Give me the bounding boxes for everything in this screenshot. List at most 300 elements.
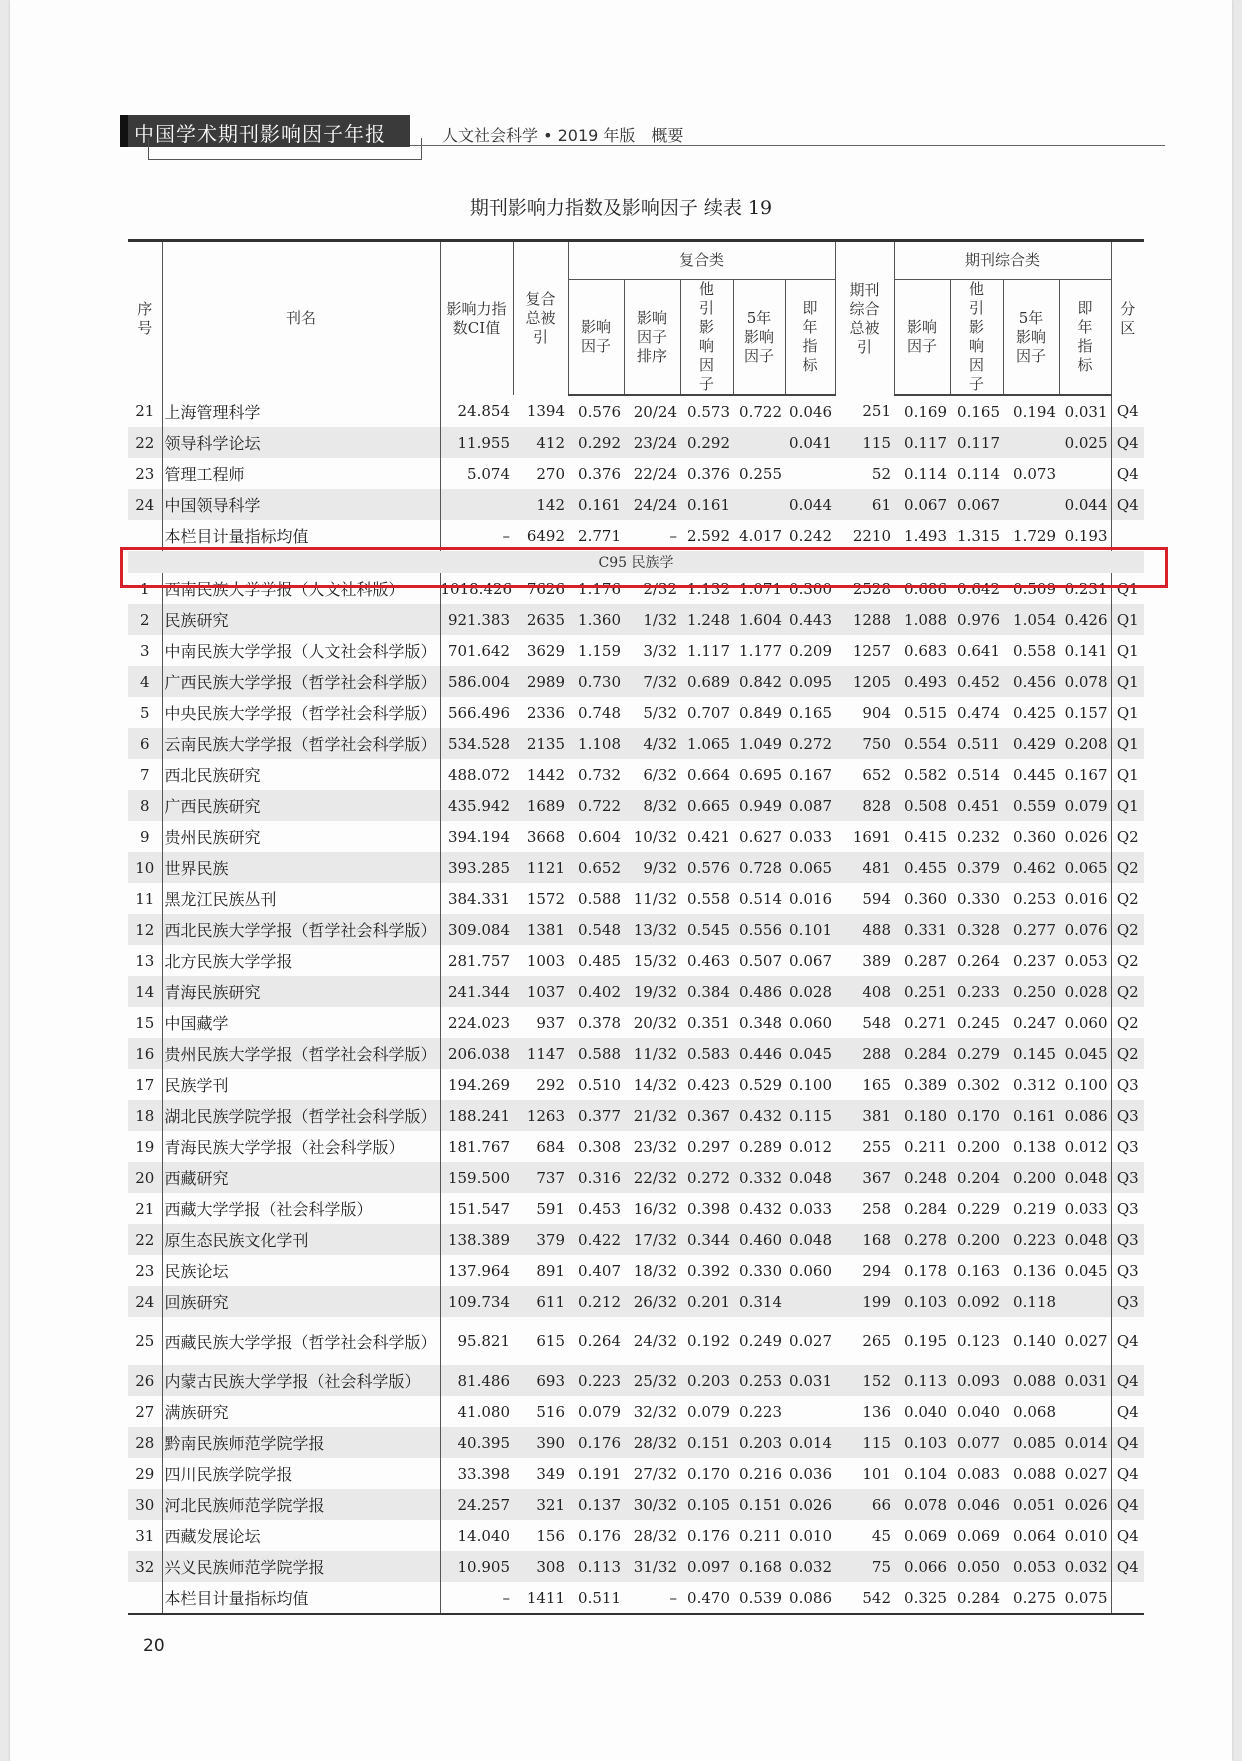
value-cell: 1037 xyxy=(513,976,568,1007)
journal-name: 本栏目计量指标均值 xyxy=(162,1582,440,1614)
yearbook-subtitle: 人文社会科学 • 2019 年版 概要 xyxy=(442,126,684,145)
table-row xyxy=(128,395,1144,427)
value-cell: 21/32 xyxy=(624,1100,680,1131)
value-cell: 0.178 xyxy=(904,1261,947,1280)
value-cell: 0.191 xyxy=(578,1464,621,1483)
value-cell: 2.771 xyxy=(578,526,621,545)
value-cell: 1.108 xyxy=(568,728,624,759)
journal-name: 中南民族大学学报（人文社会科学版） xyxy=(162,635,440,666)
value-cell: 194.269 xyxy=(440,1069,513,1100)
value-cell: 2.592 xyxy=(687,526,730,545)
value-cell: 0.398 xyxy=(687,1199,730,1218)
value-cell: 542 xyxy=(835,1582,894,1614)
value-cell: 0.083 xyxy=(957,1464,1000,1483)
zone-cell xyxy=(1111,1582,1144,1614)
value-cell: 1018.426 xyxy=(440,573,513,604)
table-row xyxy=(128,1489,1144,1520)
value-cell: 16/32 xyxy=(633,1199,677,1218)
value-cell: 0.027 xyxy=(1064,1332,1108,1350)
zone-cell: Q4 xyxy=(1111,1520,1144,1551)
value-cell: 0.507 xyxy=(739,951,782,970)
value-cell: 0.075 xyxy=(1059,1582,1111,1614)
zone-cell: Q4 xyxy=(1111,1317,1144,1365)
value-cell: 0.686 xyxy=(904,579,947,598)
value-cell: 0.328 xyxy=(950,914,1003,945)
value-cell xyxy=(1059,1396,1111,1427)
value-cell: 516 xyxy=(536,1402,565,1421)
zone-cell: Q4 xyxy=(1111,427,1144,458)
value-cell: 0.195 xyxy=(904,1332,947,1350)
value-cell: 0.027 xyxy=(1064,1464,1108,1483)
table-row xyxy=(128,1038,1144,1069)
value-cell: 138.389 xyxy=(440,1224,513,1255)
value-cell: 0.113 xyxy=(568,1551,624,1582)
value-cell: 308 xyxy=(513,1551,568,1582)
value-cell: 1205 xyxy=(835,666,894,697)
value-cell: 0.027 xyxy=(789,1332,832,1350)
table-row xyxy=(128,1520,1144,1551)
value-cell: 0.582 xyxy=(904,765,947,784)
value-cell: 0.421 xyxy=(687,827,730,846)
value-cell: 0.203 xyxy=(680,1365,733,1396)
value-cell: 24.257 xyxy=(440,1489,513,1520)
value-cell: 1689 xyxy=(513,790,568,821)
row-number: 15 xyxy=(135,1013,155,1032)
value-cell: 0.095 xyxy=(785,666,835,697)
value-cell: 1.071 xyxy=(739,579,782,598)
value-cell: 14/32 xyxy=(633,1075,677,1094)
value-cell: 0.514 xyxy=(957,765,1000,784)
value-cell: 1.604 xyxy=(733,604,785,635)
row-number: 28 xyxy=(128,1427,162,1458)
value-cell: 0.463 xyxy=(687,951,730,970)
table-row xyxy=(128,1365,1144,1396)
value-cell: – xyxy=(440,1582,513,1614)
value-cell: 0.255 xyxy=(739,464,782,483)
value-cell: 41.080 xyxy=(440,1396,513,1427)
value-cell: 481 xyxy=(835,852,894,883)
table-row xyxy=(128,976,1144,1007)
value-cell: 0.732 xyxy=(578,765,621,784)
journal-index-table xyxy=(128,239,1144,1615)
value-cell: 0.032 xyxy=(1059,1551,1111,1582)
value-cell: 0.100 xyxy=(789,1075,832,1094)
value-cell: 25/32 xyxy=(624,1365,680,1396)
value-cell: 0.053 xyxy=(1003,1551,1059,1582)
journal-name: 西藏发展论坛 xyxy=(162,1520,440,1551)
value-cell: 1.493 xyxy=(904,526,947,545)
value-cell: 0.627 xyxy=(739,827,782,846)
value-cell: 0.060 xyxy=(1064,1013,1108,1032)
value-cell: 0.272 xyxy=(680,1162,733,1193)
value-cell: 1.049 xyxy=(733,728,785,759)
value-cell: 0.683 xyxy=(904,641,947,660)
value-cell: 206.038 xyxy=(440,1038,513,1069)
value-cell: 270 xyxy=(536,464,565,483)
value-cell: 0.432 xyxy=(733,1100,785,1131)
value-cell: 0.462 xyxy=(1003,852,1059,883)
value-cell: 349 xyxy=(536,1464,565,1483)
value-cell: 0.136 xyxy=(1013,1261,1056,1280)
value-cell: 0.415 xyxy=(904,827,947,846)
journal-name: 本栏目计量指标均值 xyxy=(162,520,440,551)
row-number: 7 xyxy=(139,765,150,784)
value-cell xyxy=(785,1396,835,1427)
value-cell: 0.115 xyxy=(785,1100,835,1131)
row-number: 27 xyxy=(135,1402,155,1421)
table-row xyxy=(128,635,1144,666)
value-cell: 0.279 xyxy=(950,1038,1003,1069)
value-cell: 0.016 xyxy=(1064,889,1108,908)
value-cell: 0.025 xyxy=(1059,427,1111,458)
value-cell: 0.510 xyxy=(578,1075,621,1094)
row-number: 11 xyxy=(135,889,155,908)
value-cell: 0.486 xyxy=(733,976,785,1007)
value-cell: 0.040 xyxy=(957,1402,1000,1421)
value-cell: 142 xyxy=(513,489,568,520)
value-cell: 0.012 xyxy=(789,1137,832,1156)
zone-cell: Q3 xyxy=(1111,1286,1144,1317)
zone-cell: Q2 xyxy=(1111,914,1144,945)
value-cell: 0.088 xyxy=(1013,1464,1056,1483)
value-cell: 0.200 xyxy=(1003,1162,1059,1193)
value-cell: 0.118 xyxy=(1003,1286,1059,1317)
value-cell: 0.033 xyxy=(789,827,832,846)
value-cell: 0.559 xyxy=(1003,790,1059,821)
value-cell: 0.423 xyxy=(687,1075,730,1094)
value-cell: 0.689 xyxy=(680,666,733,697)
col-header-c-oif: 他引影响因子 xyxy=(680,280,733,396)
row-number: 2 xyxy=(128,604,162,635)
table-row xyxy=(128,852,1144,883)
value-cell: 0.010 xyxy=(789,1526,832,1545)
value-cell: 921.383 xyxy=(440,604,513,635)
value-cell: 0.384 xyxy=(680,976,733,1007)
value-cell: 0.067 xyxy=(950,489,1003,520)
value-cell: 0.014 xyxy=(785,1427,835,1458)
value-cell: 0.422 xyxy=(568,1224,624,1255)
value-cell: 0.065 xyxy=(1059,852,1111,883)
value-cell: 0.849 xyxy=(739,703,782,722)
value-cell: 0.079 xyxy=(687,1402,730,1421)
value-cell: 0.064 xyxy=(1013,1526,1056,1545)
value-cell xyxy=(785,458,835,489)
row-number: 10 xyxy=(128,852,162,883)
journal-name: 满族研究 xyxy=(162,1396,440,1427)
value-cell: 115 xyxy=(835,1427,894,1458)
value-cell: 0.360 xyxy=(904,889,947,908)
journal-name: 广西民族大学学报（哲学社会科学版） xyxy=(162,666,440,697)
journal-name: 世界民族 xyxy=(162,852,440,883)
value-cell: 0.167 xyxy=(1064,765,1108,784)
table-row xyxy=(128,489,1144,520)
journal-name: 民族论坛 xyxy=(162,1255,440,1286)
value-cell: 0.474 xyxy=(957,703,1000,722)
table-row xyxy=(128,728,1144,759)
col-header-journal-cites: 期刊综合总被引 xyxy=(835,241,894,396)
zone-cell: Q2 xyxy=(1111,852,1144,883)
value-cell: 152 xyxy=(835,1365,894,1396)
table-row xyxy=(128,1427,1144,1458)
value-cell: 0.167 xyxy=(789,765,832,784)
value-cell: 0.203 xyxy=(733,1427,785,1458)
value-cell: 0.086 xyxy=(785,1582,835,1614)
col-header-j-5y: 5年影响因子 xyxy=(1003,280,1059,396)
value-cell: 0.554 xyxy=(894,728,950,759)
value-cell: 27/32 xyxy=(633,1464,677,1483)
row-number: 29 xyxy=(135,1464,155,1483)
zone-cell: Q1 xyxy=(1111,759,1144,790)
value-cell: 0.016 xyxy=(789,889,832,908)
value-cell: 4/32 xyxy=(624,728,680,759)
row-number: 1 xyxy=(139,579,150,598)
value-cell: 0.168 xyxy=(733,1551,785,1582)
value-cell: 0.137 xyxy=(568,1489,624,1520)
value-cell: 0.264 xyxy=(578,1332,621,1350)
table-row xyxy=(128,1458,1144,1489)
value-cell: 6492 xyxy=(526,526,565,545)
value-cell: 0.514 xyxy=(739,889,782,908)
value-cell: 488.072 xyxy=(440,759,513,790)
row-number xyxy=(128,1582,162,1614)
value-cell: 0.223 xyxy=(1003,1224,1059,1255)
value-cell xyxy=(1059,458,1111,489)
value-cell: 31/32 xyxy=(624,1551,680,1582)
zone-cell: Q1 xyxy=(1111,666,1144,697)
journal-name: 管理工程师 xyxy=(162,458,440,489)
journal-name: 西北民族大学学报（哲学社会科学版） xyxy=(162,914,440,945)
value-cell: 0.432 xyxy=(739,1199,782,1218)
value-cell: 2989 xyxy=(513,666,568,697)
value-cell: 0.113 xyxy=(894,1365,950,1396)
value-cell: 0.641 xyxy=(957,641,1000,660)
value-cell: 0.392 xyxy=(687,1261,730,1280)
value-cell: 181.767 xyxy=(440,1131,513,1162)
row-number: 24 xyxy=(128,489,162,520)
value-cell: 750 xyxy=(835,728,894,759)
value-cell: 0.588 xyxy=(568,1038,624,1069)
table-row xyxy=(128,1317,1144,1365)
value-cell: 0.161 xyxy=(680,489,733,520)
value-cell: 0.728 xyxy=(733,852,785,883)
value-cell: 0.976 xyxy=(950,604,1003,635)
value-cell: 0.211 xyxy=(739,1526,782,1545)
value-cell: 1691 xyxy=(852,827,891,846)
value-cell: 24/24 xyxy=(624,489,680,520)
value-cell: 0.576 xyxy=(680,852,733,883)
journal-name: 四川民族学院学报 xyxy=(162,1458,440,1489)
journal-name: 领导科学论坛 xyxy=(162,427,440,458)
table-row xyxy=(128,1286,1144,1317)
value-cell: 0.028 xyxy=(785,976,835,1007)
value-cell: 0.209 xyxy=(789,641,832,660)
value-cell: 0.233 xyxy=(950,976,1003,1007)
value-cell: 0.331 xyxy=(894,914,950,945)
value-cell: 0.576 xyxy=(578,402,621,421)
value-cell: 1/32 xyxy=(624,604,680,635)
value-cell: 367 xyxy=(835,1162,894,1193)
value-cell: 0.292 xyxy=(568,427,624,458)
zone-cell: Q4 xyxy=(1111,1489,1144,1520)
value-cell: 0.093 xyxy=(950,1365,1003,1396)
value-cell: 591 xyxy=(536,1199,565,1218)
value-cell: 0.460 xyxy=(733,1224,785,1255)
value-cell: 0.170 xyxy=(687,1464,730,1483)
value-cell: 0.548 xyxy=(568,914,624,945)
col-header-ci: 影响力指数CI值 xyxy=(440,241,513,396)
value-cell: 3668 xyxy=(526,827,565,846)
value-cell: 1442 xyxy=(526,765,565,784)
value-cell: 0.014 xyxy=(1059,1427,1111,1458)
journal-name: 贵州民族研究 xyxy=(162,821,440,852)
value-cell: 0.079 xyxy=(1059,790,1111,821)
value-cell: 17/32 xyxy=(624,1224,680,1255)
value-cell: 1257 xyxy=(852,641,891,660)
value-cell: 0.231 xyxy=(1064,579,1108,598)
value-cell: 265 xyxy=(862,1332,891,1350)
journal-name: 云南民族大学学报（哲学社会科学版） xyxy=(162,728,440,759)
value-cell: 109.734 xyxy=(440,1286,513,1317)
value-cell: 23/32 xyxy=(633,1137,677,1156)
value-cell: 0.642 xyxy=(957,579,1000,598)
journal-name: 黑龙江民族丛刊 xyxy=(162,883,440,914)
value-cell: 0.050 xyxy=(950,1551,1003,1582)
value-cell: 393.285 xyxy=(440,852,513,883)
value-cell: 224.023 xyxy=(440,1007,513,1038)
table-row-average xyxy=(128,1582,1144,1614)
value-cell: 904 xyxy=(862,703,891,722)
zone-cell: Q3 xyxy=(1111,1224,1144,1255)
row-number: 25 xyxy=(135,1332,155,1350)
value-cell: 0.245 xyxy=(957,1013,1000,1032)
value-cell: 1288 xyxy=(835,604,894,635)
value-cell: 0.201 xyxy=(680,1286,733,1317)
value-cell: 684 xyxy=(536,1137,565,1156)
zone-cell: Q3 xyxy=(1111,1131,1144,1162)
value-cell: 0.509 xyxy=(1013,579,1056,598)
zone-cell: Q1 xyxy=(1111,790,1144,821)
value-cell: 22/24 xyxy=(633,464,677,483)
value-cell: 0.949 xyxy=(733,790,785,821)
table-row xyxy=(128,759,1144,790)
value-cell: 412 xyxy=(513,427,568,458)
value-cell: 0.455 xyxy=(894,852,950,883)
value-cell: 0.426 xyxy=(1059,604,1111,635)
value-cell: 1.360 xyxy=(568,604,624,635)
value-cell: 0.425 xyxy=(1013,703,1056,722)
table-row xyxy=(128,1551,1144,1582)
value-cell: 45 xyxy=(871,1526,891,1545)
value-cell: 0.169 xyxy=(904,402,947,421)
value-cell: 33.398 xyxy=(440,1458,513,1489)
value-cell: 0.300 xyxy=(789,579,832,598)
value-cell: 0.485 xyxy=(578,951,621,970)
value-cell: 1411 xyxy=(513,1582,568,1614)
value-cell: 693 xyxy=(513,1365,568,1396)
table-row xyxy=(128,427,1144,458)
value-cell: 548 xyxy=(862,1013,891,1032)
value-cell: 408 xyxy=(835,976,894,1007)
col-group-composite: 复合类 xyxy=(568,241,835,280)
row-number: 24 xyxy=(128,1286,162,1317)
zone-cell: Q1 xyxy=(1111,697,1144,728)
value-cell: 0.284 xyxy=(894,1038,950,1069)
value-cell: 0.157 xyxy=(1064,703,1108,722)
value-cell: 0.165 xyxy=(957,402,1000,421)
journal-name: 青海民族大学学报（社会科学版） xyxy=(162,1131,440,1162)
value-cell xyxy=(733,427,785,458)
value-cell: 0.086 xyxy=(1059,1100,1111,1131)
value-cell: 8/32 xyxy=(624,790,680,821)
value-cell: 0.044 xyxy=(1059,489,1111,520)
value-cell: 0.085 xyxy=(1003,1427,1059,1458)
col-header-no: 序号 xyxy=(128,241,162,396)
value-cell: 0.707 xyxy=(687,703,730,722)
value-cell: 0.045 xyxy=(1059,1038,1111,1069)
value-cell: 0.078 xyxy=(1059,666,1111,697)
zone-cell: Q4 xyxy=(1111,1396,1144,1427)
row-number: 5 xyxy=(139,703,150,722)
journal-name: 湖北民族学院学报（哲学社会科学版） xyxy=(162,1100,440,1131)
journal-name: 中央民族大学学报（哲学社会科学版） xyxy=(162,697,440,728)
table-row xyxy=(128,458,1144,489)
value-cell: 0.344 xyxy=(680,1224,733,1255)
value-cell: 95.821 xyxy=(440,1317,513,1365)
value-cell: 0.330 xyxy=(957,889,1000,908)
value-cell: 2135 xyxy=(513,728,568,759)
value-cell: 0.377 xyxy=(568,1100,624,1131)
value-cell: 11.955 xyxy=(440,427,513,458)
value-cell: 0.330 xyxy=(739,1261,782,1280)
value-cell: 0.558 xyxy=(1013,641,1056,660)
value-cell: 0.292 xyxy=(680,427,733,458)
col-header-j-oif: 他引影响因子 xyxy=(950,280,1003,396)
value-cell: 0.103 xyxy=(894,1427,950,1458)
value-cell xyxy=(733,489,785,520)
value-cell: 1.176 xyxy=(578,579,621,598)
journal-name: 内蒙古民族大学学报（社会科学版） xyxy=(162,1365,440,1396)
value-cell: 75 xyxy=(835,1551,894,1582)
value-cell: 389 xyxy=(862,951,891,970)
value-cell: 1381 xyxy=(513,914,568,945)
value-cell: 0.297 xyxy=(687,1137,730,1156)
value-cell: 0.558 xyxy=(687,889,730,908)
value-cell: 0.193 xyxy=(1064,526,1108,545)
value-cell: 281.757 xyxy=(440,945,513,976)
value-cell: 81.486 xyxy=(440,1365,513,1396)
value-cell: 13/32 xyxy=(624,914,680,945)
value-cell: 0.378 xyxy=(578,1013,621,1032)
value-cell: 241.344 xyxy=(440,976,513,1007)
value-cell: 0.101 xyxy=(785,914,835,945)
value-cell: 9/32 xyxy=(624,852,680,883)
value-cell: 7626 xyxy=(526,579,565,598)
value-cell: 11/32 xyxy=(633,889,677,908)
zone-cell: Q3 xyxy=(1111,1193,1144,1224)
value-cell: 0.253 xyxy=(1013,889,1056,908)
value-cell: 0.722 xyxy=(739,402,782,421)
value-cell: 258 xyxy=(862,1199,891,1218)
highlight-box xyxy=(120,547,1168,588)
value-cell: 737 xyxy=(513,1162,568,1193)
journal-name: 西藏民族大学学报（哲学社会科学版） xyxy=(162,1317,440,1365)
value-cell: 22/32 xyxy=(624,1162,680,1193)
value-cell: 0.204 xyxy=(950,1162,1003,1193)
journal-name: 黔南民族师范学院学报 xyxy=(162,1427,440,1458)
value-cell: 28/32 xyxy=(633,1526,677,1545)
value-cell: 0.194 xyxy=(1013,402,1056,421)
value-cell: 379 xyxy=(513,1224,568,1255)
